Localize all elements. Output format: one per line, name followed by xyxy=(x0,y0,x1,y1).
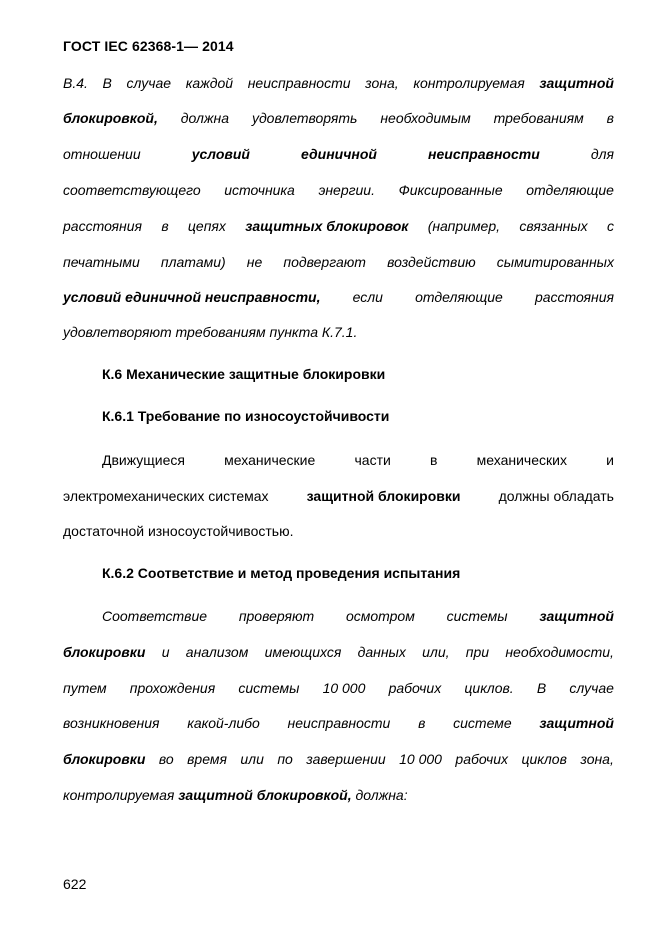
para-k61-line-3: достаточной износоустойчивостью. xyxy=(63,523,294,539)
para-b4-line-2 xyxy=(63,109,614,127)
defined-term: защитной блокировки xyxy=(306,488,461,504)
defined-term: защитной блокировкой, xyxy=(178,787,352,803)
word: 10 000 xyxy=(399,751,442,767)
section-heading-k6-2: К.6.2 Соответствие и метод проведения испытания xyxy=(102,565,461,581)
word: во xyxy=(158,751,174,767)
word: подвергают xyxy=(283,254,366,270)
word: случае xyxy=(569,680,614,696)
para-k61-line-2 xyxy=(63,487,614,505)
word: по xyxy=(277,751,293,767)
defined-term: защитных блокировок xyxy=(245,218,409,234)
para-b4-line-4 xyxy=(63,181,614,199)
word: удовлетворять xyxy=(251,110,358,126)
word: циклов. xyxy=(464,680,514,696)
word: должна xyxy=(180,110,230,126)
text-run: должны обладать xyxy=(498,488,614,504)
word: В xyxy=(536,680,547,696)
word: отделяющие xyxy=(415,289,503,305)
defined-term: условий единичной неисправности, xyxy=(63,289,321,305)
para-k62-line-3 xyxy=(63,679,614,697)
word: рабочих xyxy=(455,751,509,767)
word: и xyxy=(161,644,170,660)
word: Соответствие xyxy=(102,608,208,624)
word: циклов xyxy=(521,751,567,767)
text-run: контролируемая xyxy=(63,787,175,803)
defined-term: защитной xyxy=(539,715,614,731)
word: в xyxy=(430,452,438,468)
word: системы xyxy=(446,608,508,624)
page-number: 622 xyxy=(63,876,87,892)
word: при xyxy=(465,644,490,660)
word: требованиям xyxy=(493,110,584,126)
standard-header: ГОСТ IEC 62368-1— 2014 xyxy=(63,38,234,54)
word: источника xyxy=(224,182,295,198)
word: Движущиеся xyxy=(102,452,185,468)
word: неисправности xyxy=(247,75,351,91)
defined-term: защитной xyxy=(539,75,614,91)
word: системе xyxy=(453,715,512,731)
word: (например, xyxy=(427,218,501,234)
word: 10 000 xyxy=(322,680,366,696)
defined-term: блокировкой, xyxy=(63,110,158,126)
word: каждой xyxy=(185,75,234,91)
text-run: электромеханических системах xyxy=(63,488,269,504)
word: рабочих xyxy=(388,680,442,696)
word: цепях xyxy=(187,218,226,234)
word: механические xyxy=(224,452,316,468)
para-b4-line-3 xyxy=(63,145,614,163)
word: анализом xyxy=(185,644,249,660)
word: если xyxy=(352,289,383,305)
defined-term: блокировки xyxy=(63,751,146,767)
word: части xyxy=(354,452,391,468)
word: не xyxy=(246,254,263,270)
word: и xyxy=(606,452,614,468)
word: в xyxy=(161,218,169,234)
para-k62-line-2 xyxy=(63,643,614,661)
word: контролируемая xyxy=(413,75,525,91)
para-k61-line-1 xyxy=(102,451,614,469)
word: с xyxy=(606,218,614,234)
word: случае xyxy=(126,75,172,91)
word: отношении xyxy=(63,146,141,162)
word: воздействию xyxy=(387,254,476,270)
para-b4-line-8: удовлетворяют требованиям пункта К.7.1. xyxy=(63,324,358,340)
defined-term: единичной xyxy=(301,146,377,162)
para-b4-line-5 xyxy=(63,217,614,235)
word: имеющихся xyxy=(264,644,342,660)
text-run: должна: xyxy=(355,787,408,803)
word: или xyxy=(240,751,264,767)
section-heading-k6: К.6 Механические защитные блокировки xyxy=(102,366,386,382)
word: платами) xyxy=(160,254,226,270)
word: отделяющие xyxy=(526,182,614,198)
word: В xyxy=(102,75,112,91)
defined-term: защитной xyxy=(539,608,614,624)
word: сымитированных xyxy=(496,254,614,270)
word: механических xyxy=(476,452,567,468)
para-k62-line-1 xyxy=(102,607,614,625)
section-heading-k6-1: К.6.1 Требование по износоустойчивости xyxy=(102,408,390,424)
word: завершении xyxy=(306,751,386,767)
word: какой-либо xyxy=(187,715,260,731)
word: системы xyxy=(238,680,300,696)
word: В.4. xyxy=(63,75,88,91)
word: необходимым xyxy=(380,110,471,126)
word: расстояния xyxy=(63,218,143,234)
word: в xyxy=(418,715,426,731)
word: прохождения xyxy=(129,680,216,696)
word: осмотром xyxy=(345,608,415,624)
word: или, xyxy=(422,644,450,660)
word: проверяют xyxy=(238,608,315,624)
word: возникновения xyxy=(63,715,160,731)
word: необходимости, xyxy=(505,644,614,660)
para-b4-line-6 xyxy=(63,253,614,271)
word: зона, xyxy=(580,751,614,767)
word: в xyxy=(606,110,614,126)
word: соответствующего xyxy=(63,182,201,198)
para-b4-line-7 xyxy=(63,288,614,306)
word: расстояния xyxy=(534,289,614,305)
para-k62-line-6 xyxy=(63,786,614,804)
word: зона, xyxy=(365,75,399,91)
para-k62-line-4 xyxy=(63,714,614,732)
word: путем xyxy=(63,680,107,696)
defined-term: условий xyxy=(191,146,250,162)
word: энергии. xyxy=(318,182,375,198)
para-b4-line-1 xyxy=(63,74,614,92)
word: неисправности xyxy=(287,715,391,731)
word: для xyxy=(590,146,614,162)
word: связанных xyxy=(519,218,588,234)
para-k62-line-5 xyxy=(63,750,614,768)
defined-term: неисправности xyxy=(428,146,540,162)
word: данных xyxy=(357,644,406,660)
word: время xyxy=(187,751,227,767)
word: Фиксированные xyxy=(398,182,503,198)
defined-term: блокировки xyxy=(63,644,146,660)
word: печатными xyxy=(63,254,140,270)
